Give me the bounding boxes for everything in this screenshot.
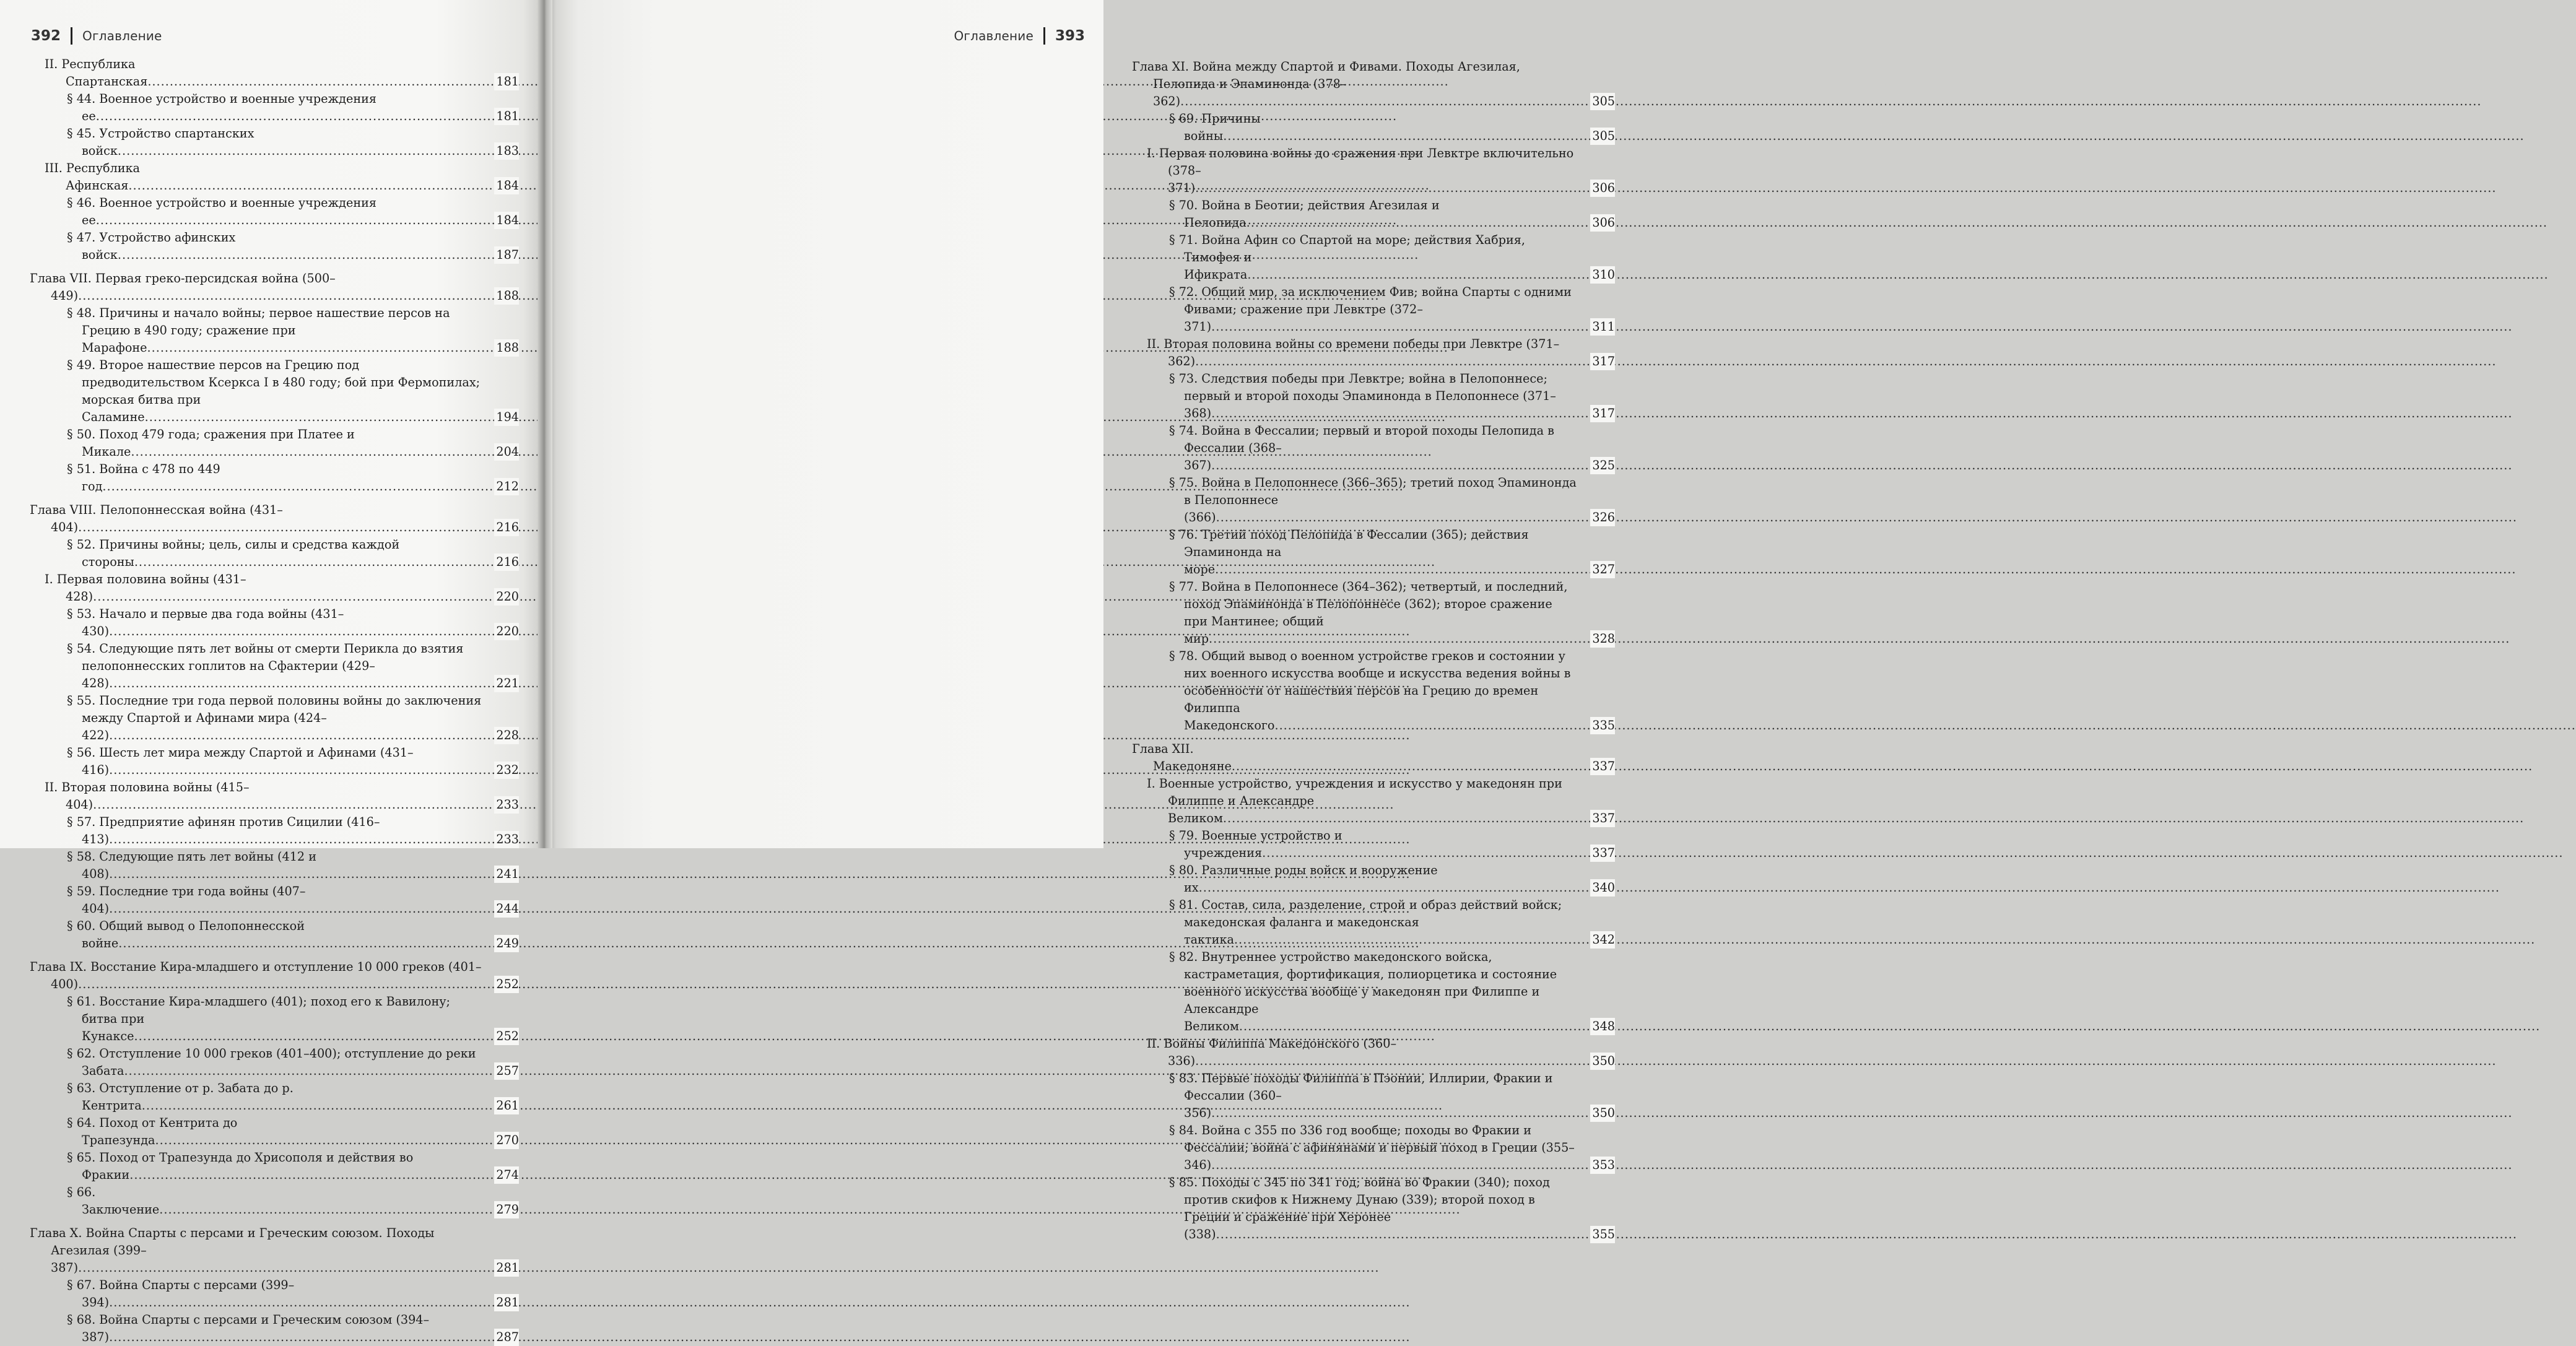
- left-page: [0, 0, 545, 1344]
- toc-entry-sec: [1132, 1122, 1615, 1174]
- toc-entry-part: [30, 571, 519, 606]
- toc-entry-part: [1132, 145, 1615, 197]
- toc-entry-title: II. Войны Филиппа Македонского (360–336) .....: [1147, 1036, 2496, 1068]
- toc-entry-title: § 56. Шесть лет мира между Спартой и Афинами (431–416) .....: [67, 745, 1410, 777]
- toc-entry-sec: [30, 692, 519, 744]
- toc-entry-sec: [1132, 897, 1615, 949]
- toc-entry-sec: [30, 229, 519, 264]
- toc-entry-sec: [1132, 284, 1615, 336]
- toc-entry-title: § 68. Война Спарты с персами и Греческим союзом (394–387) .....: [67, 1313, 1410, 1344]
- toc-entry-sec: [30, 125, 519, 160]
- toc-entry-page: 252: [494, 1028, 519, 1045]
- toc-entry-page: 181: [494, 73, 519, 90]
- toc-entry-page: 252: [494, 976, 519, 993]
- toc-entry-sec: [30, 883, 519, 918]
- toc-entry-title: I. Первая половина войны (431–428) .....: [45, 572, 1394, 604]
- book-gutter: [537, 0, 552, 848]
- toc-entry-part: [30, 160, 519, 194]
- toc-entry-page: 181: [494, 108, 519, 125]
- toc-entry-page: 232: [494, 762, 519, 779]
- toc-entry-sec: [30, 1080, 519, 1114]
- toc-entry-title: § 81. Состав, сила, разделение, строй и образ действий войск; македонская фаланга и македонская тактика .....: [1169, 898, 2535, 947]
- toc-entry-page: 325: [1590, 457, 1615, 474]
- toc-entry-title: II. Вторая половина войны (415–404) .....: [45, 780, 1394, 812]
- running-title: Оглавление: [82, 28, 162, 43]
- toc-entry-page: 187: [494, 246, 519, 264]
- toc-entry-page: 342: [1590, 931, 1615, 949]
- table-of-contents-left: [30, 56, 519, 1346]
- toc-entry-sec: [1132, 1174, 1615, 1243]
- toc-entry-page: 337: [1590, 810, 1615, 827]
- toc-entry-title: § 80. Различные роды войск и вооружение их .....: [1169, 863, 2500, 895]
- toc-entry-title: § 50. Поход 479 года; сражения при Платее и Микале .....: [67, 427, 1432, 459]
- toc-entry-title: § 71. Война Афин со Спартой на море; действия Хабрия, Тимофея и Ификрата .....: [1169, 233, 2549, 282]
- toc-entry-title: § 78. Общий вывод о военном устройстве греков и состоянии у них военного искусства вообще и искусства ведения войны в особенности от нашествия персов на Грецию до времен Филиппа Македонского .....: [1169, 649, 2576, 732]
- right-page-header: [954, 24, 1085, 48]
- toc-entry-page: 335: [1590, 717, 1615, 734]
- toc-entry-title: § 55. Последние три года первой половины войны до заключения между Спартой и Афинами мира (424–422) .....: [67, 693, 1410, 742]
- toc-entry-page: 249: [494, 935, 519, 952]
- toc-entry-chapter: [30, 958, 519, 993]
- page-number: 393: [1055, 28, 1085, 44]
- toc-entry-title: § 85. Походы с 345 по 341 год; война во Фракии (340); поход против скифов к Нижнему Дунаю (339); второй поход в Греции и сражение при Херонее (338) .....: [1169, 1175, 2517, 1241]
- toc-entry-sec: [30, 1114, 519, 1149]
- toc-entry-page: 220: [494, 588, 519, 606]
- toc-entry-page: 188: [494, 339, 519, 357]
- toc-entry-sec: [1132, 110, 1615, 145]
- toc-entry-title: § 77. Война в Пелопоннесе (364–362); четвертый, и последний, поход Эпаминонда в Пелопоннесе (362); второе сражение при Мантинее; общий мир .....: [1169, 580, 2510, 646]
- toc-entry-title: I. Военные устройство, учреждения и искусство у македонян при Филиппе и Александре Великом .....: [1147, 776, 2524, 825]
- toc-entry-title: § 84. Война с 355 по 336 год вообще; походы во Фракии и Фессалии; война с афинянами и первый поход в Греции (355–346) .....: [1169, 1123, 2512, 1172]
- toc-entry-title: § 83. Первые походы Филиппа в Пэонии, Иллирии, Фракии и Фессалии (360–356) .....: [1169, 1071, 2512, 1120]
- toc-entry-sec: [30, 461, 519, 495]
- toc-entry-title: § 69. Причины войны .....: [1169, 111, 2525, 143]
- toc-entry-page: 194: [494, 409, 519, 426]
- toc-entry-title: § 52. Причины войны; цель, силы и средства каждой стороны .....: [67, 537, 1435, 569]
- toc-entry-title: § 61. Восстание Кира-младшего (401); поход его к Вавилону; битва при Кунаксе .....: [67, 994, 1435, 1043]
- toc-entry-part: [30, 779, 519, 814]
- toc-entry-title: § 63. Отступление от р. Забата до р. Кентрита .....: [67, 1081, 1443, 1113]
- toc-entry-page: 184: [494, 177, 519, 194]
- toc-entry-page: 244: [494, 900, 519, 918]
- toc-entry-page: 350: [1590, 1105, 1615, 1122]
- toc-entry-title: § 45. Устройство спартанских войск .....: [67, 126, 1419, 158]
- toc-entry-title: § 44. Военное устройство и военные учреждения ее .....: [67, 92, 1397, 123]
- right-page: [545, 0, 1615, 1241]
- toc-entry-sec: [30, 814, 519, 848]
- toc-entry-title: Глава X. Война Спарты с персами и Греческим союзом. Походы Агезилая (399–387) .....: [30, 1226, 1379, 1275]
- toc-entry-title: III. Республика Афинская .....: [45, 161, 1430, 193]
- toc-entry-page: 188: [494, 287, 519, 305]
- toc-entry-title: § 48. Причины и начало войны; первое нашествие персов на Грецию в 490 году; сражение при Марафоне .....: [67, 306, 1448, 355]
- toc-entry-page: 328: [1590, 630, 1615, 648]
- toc-entry-page: 340: [1590, 879, 1615, 897]
- toc-entry-title: Глава VIII. Пелопоннесская война (431–404) .....: [30, 503, 1379, 534]
- toc-entry-title: § 66. Заключение .....: [67, 1185, 1461, 1217]
- toc-entry-title: § 73. Следствия победы при Левктре; война в Пелопоннесе; первый и второй походы Эпаминонда в Пелопоннесе (371–368) .....: [1169, 371, 2512, 420]
- toc-entry-chapter: [1132, 740, 1615, 775]
- toc-entry-page: 317: [1590, 405, 1615, 422]
- toc-entry-sec: [30, 1045, 519, 1080]
- toc-entry-page: 326: [1590, 509, 1615, 526]
- toc-entry-title: Глава XII. Македоняне .....: [1132, 742, 2533, 773]
- toc-entry-title: § 57. Предприятие афинян против Сицилии (416–413) .....: [67, 815, 1410, 846]
- toc-entry-page: 220: [494, 623, 519, 640]
- toc-entry-page: 350: [1590, 1053, 1615, 1070]
- toc-entry-sec: [1132, 578, 1615, 648]
- toc-entry-title: § 62. Отступление 10 000 греков (401–400); отступление до реки Забата .....: [67, 1046, 1425, 1078]
- toc-entry-page: 305: [1590, 128, 1615, 145]
- toc-entry-sec: [30, 90, 519, 125]
- left-page-header: [31, 24, 162, 48]
- toc-entry-page: 306: [1590, 214, 1615, 232]
- toc-entry-page: 337: [1590, 758, 1615, 775]
- toc-entry-page: 353: [1590, 1157, 1615, 1174]
- toc-entry-page: 348: [1590, 1018, 1615, 1035]
- toc-entry-title: § 47. Устройство афинских войск .....: [67, 230, 1419, 262]
- toc-entry-sec: [1132, 526, 1615, 578]
- toc-entry-title: § 53. Начало и первые два года войны (431–430) .....: [67, 607, 1410, 638]
- toc-entry-title: § 51. Война с 478 по 449 год .....: [67, 462, 1404, 493]
- toc-entry-title: I. Первая половина войны до сражения при Левктре включительно (378–371) .....: [1147, 146, 2496, 195]
- toc-entry-page: 221: [494, 675, 519, 692]
- toc-entry-title: § 54. Следующие пять лет войны от смерти Перикла до взятия пелопоннесских гоплитов на Сфактерии (429–428) .....: [67, 641, 1410, 690]
- toc-entry-page: 212: [494, 478, 519, 495]
- toc-entry-sec: [1132, 474, 1615, 526]
- toc-entry-title: § 72. Общий мир, за исключением Фив; война Спарты с одними Фивами; сражение при Левктре (372–371) .....: [1169, 285, 2512, 334]
- toc-entry-page: 228: [494, 727, 519, 744]
- toc-entry-part: [1132, 336, 1615, 370]
- toc-entry-sec: [1132, 197, 1615, 232]
- toc-entry-page: 270: [494, 1132, 519, 1149]
- toc-entry-page: 305: [1590, 93, 1615, 110]
- toc-entry-page: 257: [494, 1062, 519, 1080]
- toc-entry-page: 337: [1590, 845, 1615, 862]
- toc-entry-chapter: [30, 501, 519, 536]
- toc-entry-page: 281: [494, 1259, 519, 1277]
- toc-entry-sec: [30, 1277, 519, 1311]
- toc-entry-page: 216: [494, 554, 519, 571]
- toc-entry-part: [1132, 1035, 1615, 1070]
- toc-entry-title: § 46. Военное устройство и военные учреждения ее .....: [67, 196, 1397, 227]
- page-number: 392: [31, 28, 61, 44]
- toc-entry-title: § 67. Война Спарты с персами (399–394) .....: [67, 1278, 1410, 1309]
- toc-entry-page: 327: [1590, 561, 1615, 578]
- toc-entry-page: 204: [494, 443, 519, 461]
- toc-entry-sec: [1132, 648, 1615, 734]
- toc-entry-title: § 60. Общий вывод о Пелопоннесской войне .....: [67, 919, 1420, 950]
- toc-entry-title: § 59. Последние три года войны (407–404) .....: [67, 884, 1410, 916]
- toc-entry-part: [1132, 775, 1615, 827]
- toc-entry-chapter: [30, 270, 519, 305]
- toc-entry-sec: [1132, 232, 1615, 284]
- toc-entry-title: § 64. Поход от Кентрита до Трапезунда .....: [67, 1116, 1456, 1147]
- table-of-contents-right: [1132, 58, 1615, 1243]
- toc-entry-sec: [30, 640, 519, 692]
- header-divider: [71, 27, 72, 45]
- toc-entry-sec: [30, 918, 519, 952]
- toc-entry-sec: [1132, 827, 1615, 862]
- toc-entry-page: 279: [494, 1201, 519, 1218]
- toc-entry-title: § 58. Следующие пять лет войны (412 и 408) .....: [67, 849, 1410, 881]
- toc-entry-sec: [30, 357, 519, 426]
- toc-entry-page: 216: [494, 519, 519, 536]
- toc-entry-page: 183: [494, 142, 519, 160]
- toc-entry-sec: [30, 1311, 519, 1346]
- toc-entry-sec: [1132, 370, 1615, 422]
- toc-entry-page: 241: [494, 866, 519, 883]
- toc-entry-page: 306: [1590, 180, 1615, 197]
- toc-entry-title: § 74. Война в Фессалии; первый и второй походы Пелопида в Фессалии (368–367) .....: [1169, 423, 2512, 472]
- toc-entry-sec: [1132, 949, 1615, 1035]
- toc-entry-page: 310: [1590, 266, 1615, 284]
- toc-entry-chapter: [30, 1225, 519, 1277]
- toc-entry-sec: [30, 606, 519, 640]
- header-divider: [1043, 27, 1045, 45]
- toc-entry-page: 311: [1590, 318, 1615, 336]
- toc-entry-part: [30, 56, 519, 90]
- toc-entry-title: § 79. Военные устройство и учреждения .....: [1169, 828, 2563, 860]
- toc-entry-page: 287: [494, 1329, 519, 1346]
- toc-entry-page: 233: [494, 831, 519, 848]
- toc-entry-page: 261: [494, 1097, 519, 1114]
- toc-entry-title: § 70. Война в Беотии; действия Агезилая и Пелопида .....: [1169, 198, 2548, 230]
- toc-entry-sec: [30, 1149, 519, 1184]
- toc-entry-sec: [1132, 1070, 1615, 1122]
- toc-entry-sec: [30, 536, 519, 571]
- toc-entry-title: II. Вторая половина войны со времени победы при Левктре (371–362) .....: [1147, 337, 2496, 368]
- toc-entry-page: 184: [494, 212, 519, 229]
- toc-entry-title: § 75. Война в Пелопоннесе (366–365); третий поход Эпаминонда в Пелопоннесе (366) .....: [1169, 475, 2517, 524]
- toc-entry-sec: [30, 426, 519, 461]
- toc-entry-title: § 65. Поход от Трапезунда до Хрисополя и действия во Фракии .....: [67, 1150, 1431, 1182]
- toc-entry-chapter: [1132, 58, 1615, 110]
- toc-entry-sec: [1132, 422, 1615, 474]
- toc-entry-sec: [30, 744, 519, 779]
- toc-entry-page: 281: [494, 1294, 519, 1311]
- toc-entry-title: Глава IX. Восстание Кира-младшего и отступление 10 000 греков (401–400) .....: [30, 960, 1379, 991]
- toc-entry-sec: [30, 993, 519, 1045]
- toc-entry-page: 274: [494, 1166, 519, 1184]
- toc-entry-title: Глава VII. Первая греко-персидская война (500–449) .....: [30, 271, 1379, 303]
- running-title: Оглавление: [954, 28, 1033, 43]
- toc-entry-title: § 76. Третий поход Пелопида в Фессалии (365); действия Эпаминонда на море .....: [1169, 528, 2516, 576]
- toc-entry-page: 317: [1590, 353, 1615, 370]
- toc-entry-sec: [1132, 862, 1615, 897]
- toc-entry-title: II. Республика Спартанская .....: [45, 57, 1449, 89]
- toc-entry-page: 233: [494, 796, 519, 814]
- toc-entry-sec: [30, 194, 519, 229]
- toc-entry-sec: [30, 1184, 519, 1218]
- toc-entry-sec: [30, 305, 519, 357]
- toc-entry-title: § 49. Второе нашествие персов на Грецию под предводительством Ксеркса I в 480 году; бой при Фермопилах; морская битва при Саламине .....: [67, 358, 1446, 424]
- toc-entry-sec: [30, 848, 519, 883]
- toc-entry-title: § 82. Внутреннее устройство македонского войска, кастраметация, фортификация, полиорцетика и состояние военного искусства вообще у македонян при Филиппе и Александре Великом .....: [1169, 950, 2540, 1033]
- toc-entry-page: 355: [1590, 1226, 1615, 1243]
- toc-entry-title: Глава XI. Война между Спартой и Фивами. Походы Агезилая, Пелопида и Эпаминонда (378–362) .....: [1132, 59, 2481, 108]
